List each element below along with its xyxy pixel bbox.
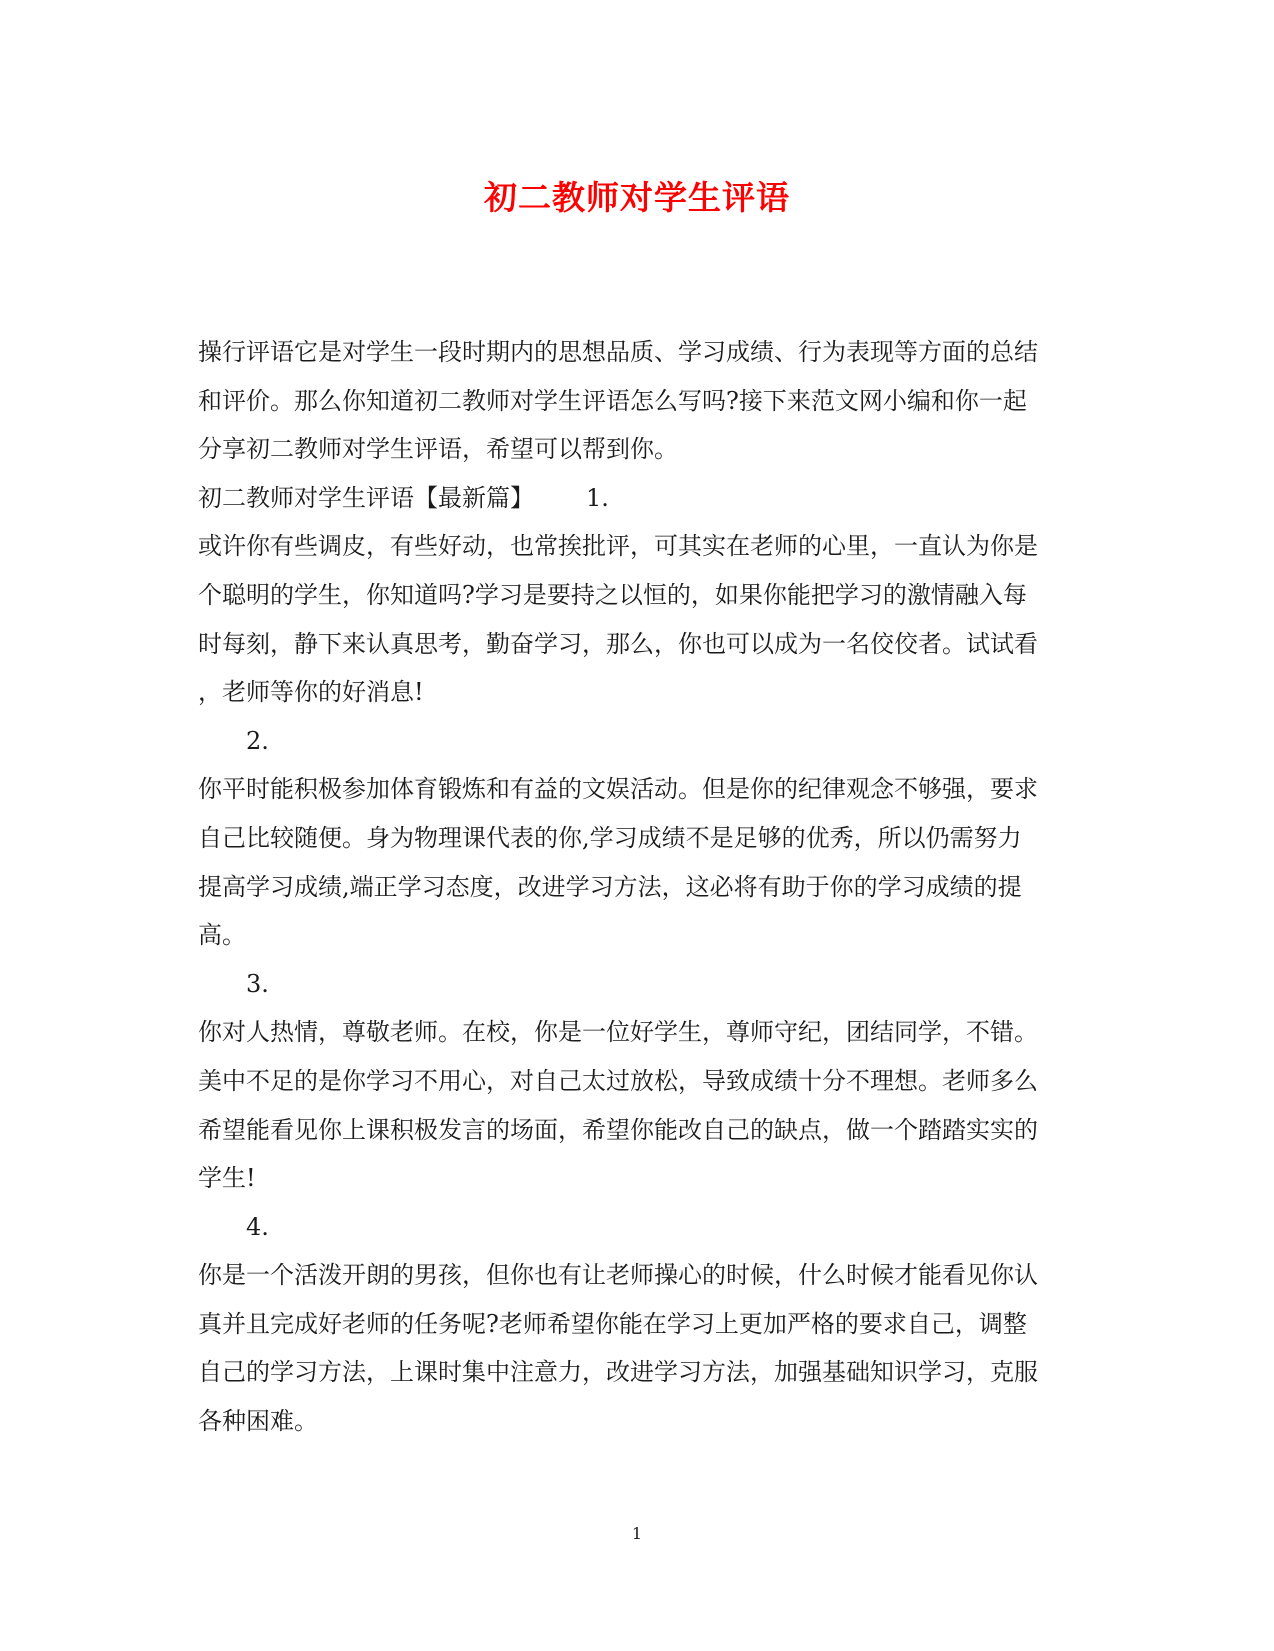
item-number: 2. bbox=[246, 726, 269, 755]
item-2-line: 你平时能积极参加体育锻炼和有益的文娱活动。但是你的纪律观念不够强，要求 bbox=[198, 775, 1038, 804]
item-3-line: 学生! bbox=[198, 1164, 256, 1193]
item-1-line: 或许你有些调皮，有些好动，也常挨批评，可其实在老师的心里，一直认为你是 bbox=[198, 532, 1038, 561]
item-2-line: 自己比较随便。身为物理课代表的你,学习成绩不是足够的优秀，所以仍需努力 bbox=[198, 823, 1022, 852]
item-1-line: 个聪明的学生，你知道吗?学习是要持之以恒的，如果你能把学习的激情融入每 bbox=[198, 580, 1027, 609]
document-title: 初二教师对学生评语 bbox=[484, 178, 790, 217]
item-3-line: 你对人热情，尊敬老师。在校，你是一位好学生，尊师守纪，团结同学，不错。 bbox=[198, 1018, 1038, 1047]
item-2-line: 高。 bbox=[198, 921, 246, 950]
section-heading-line bbox=[198, 474, 1078, 523]
item-4-line: 自己的学习方法，上课时集中注意力，改进学习方法，加强基础知识学习，克服 bbox=[198, 1358, 1038, 1387]
intro-line: 操行评语它是对学生一段时期内的思想品质、学习成绩、行为表现等方面的总结 bbox=[198, 338, 1038, 366]
item-4-line: 你是一个活泼开朗的男孩，但你也有让老师操心的时候，什么时候才能看见你认 bbox=[198, 1261, 1038, 1290]
item-1-line: 时每刻，静下来认真思考，勤奋学习，那么，你也可以成为一名佼佼者。试试看 bbox=[198, 629, 1038, 658]
item-2-line: 提高学习成绩,端正学习态度，改进学习方法，这必将有助于你的学习成绩的提 bbox=[198, 872, 1022, 901]
item-number: 1. bbox=[586, 483, 609, 512]
item-number: 3. bbox=[246, 969, 269, 998]
item-1-line: ，老师等你的好消息! bbox=[198, 678, 424, 707]
item-3-line: 希望能看见你上课积极发言的场面，希望你能改自己的缺点，做一个踏踏实实的 bbox=[198, 1115, 1038, 1144]
section-heading: 初二教师对学生评语【最新篇】 bbox=[198, 483, 534, 512]
intro-line: 分享初二教师对学生评语，希望可以帮到你。 bbox=[198, 435, 678, 464]
item-4-line: 真并且完成好老师的任务呢?老师希望你能在学习上更加严格的要求自己，调整 bbox=[198, 1309, 1027, 1338]
item-number: 4. bbox=[246, 1212, 269, 1241]
item-3-line: 美中不足的是你学习不用心，对自己太过放松，导致成绩十分不理想。老师多么 bbox=[198, 1066, 1038, 1095]
item-4-line: 各种困难。 bbox=[198, 1407, 318, 1436]
intro-line: 和评价。那么你知道初二教师对学生评语怎么写吗?接下来范文网小编和你一起 bbox=[198, 386, 1027, 415]
document-body bbox=[198, 328, 1078, 1446]
page-number: 1 bbox=[631, 1524, 643, 1543]
